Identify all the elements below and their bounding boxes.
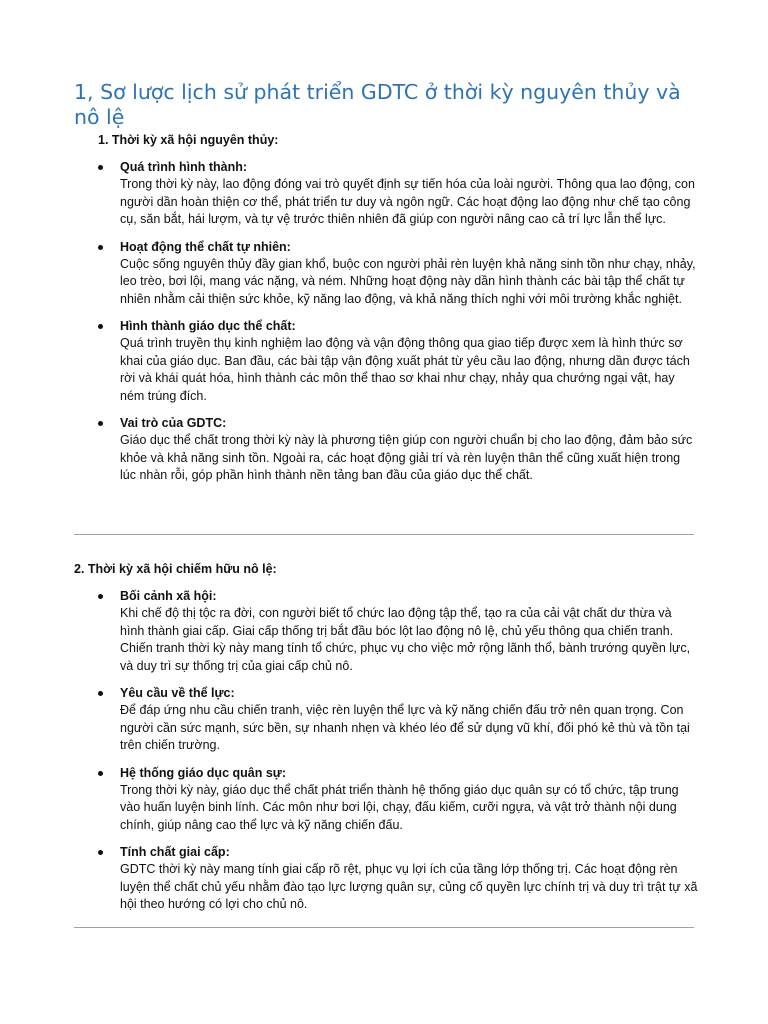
list-item (98, 415, 698, 485)
item-title: Tính chất giai cấp: (120, 845, 230, 859)
list-item (98, 765, 698, 835)
item-body: Để đáp ứng nhu cầu chiến tranh, việc rèn luyện thể lực và kỹ năng chiến đấu trở nên quan trọng. Con người cần sức mạnh, sức bền, sự nhanh nhẹn và khéo léo để sử dụng vũ khí, đối phó kẻ thù và tồn tại trên chiến trường. (120, 703, 690, 752)
list-item (98, 159, 698, 229)
divider (74, 534, 694, 535)
list-item (98, 588, 698, 675)
item-title: Bối cảnh xã hội: (120, 589, 217, 603)
item-body: Trong thời kỳ này, lao động đóng vai trò quyết định sự tiến hóa của loài người. Thông qua lao động, con người dần hoàn thiện cơ thể, phát triển tư duy và ngôn ngữ. Các hoạt động lao động như chế tạo công cụ, săn bắt, hái lượm, và tự vệ trước thiên nhiên đã giúp con người nâng cao cả trí lực lẫn thể lực. (120, 177, 695, 226)
item-title: Hình thành giáo dục thể chất: (120, 319, 296, 333)
item-title: Hệ thống giáo dục quân sự: (120, 765, 286, 780)
list-item (98, 685, 698, 755)
item-body: Khi chế độ thị tộc ra đời, con người biết tổ chức lao động tập thể, tạo ra của cải vật chất dư thừa và hình thành giai cấp. Giai cấp thống trị bắt đầu bóc lột lao động nô lệ, chủ yếu thông qua chiến tranh. Chiến tranh thời kỳ này mang tính tổ chức, phục vụ cho việc mở rộng lãnh thổ, bành trướng quyền lực, và duy trì sự thống trị của giai cấp chủ nô. (120, 606, 691, 673)
section-2-list (98, 588, 698, 924)
bullet-icon (98, 771, 103, 776)
item-body: GDTC thời kỳ này mang tính giai cấp rõ rệt, phục vụ lợi ích của tầng lớp thống trị. Các hoạt động rèn luyện thể chất chủ yếu nhằm đào tạo lực lượng quân sự, củng cố quyền lực chính trị và duy trì trật tự xã hội theo hướng có lợi cho chủ nô. (120, 862, 698, 911)
item-title: Quá trình hình thành: (120, 160, 248, 174)
bullet-icon (98, 594, 103, 599)
divider (74, 927, 694, 928)
bullet-icon (98, 691, 103, 696)
item-body: Trong thời kỳ này, giáo dục thể chất phát triển thành hệ thống giáo dục quân sự có tổ chức, tập trung vào huấn luyện binh lính. Các môn như bơi lội, chạy, đấu kiếm, cưỡi ngựa, và vật trở thành nội dung chính, giúp nâng cao thể lực và kỹ năng chiến đấu. (120, 782, 679, 832)
list-item (98, 318, 698, 405)
page-heading: 1, Sơ lược lịch sử phát triển GDTC ở thời kỳ nguyên thủy và nô lệ (74, 80, 681, 129)
item-body: Cuộc sống nguyên thủy đầy gian khổ, buộc con người phải rèn luyện khả năng sinh tồn như chạy, nhảy, leo trèo, bơi lội, mang vác nặng, và ném. Những hoạt động này dần hình thành các bài tập thể chất tự nhiên nhằm cải thiện sức khỏe, kỹ năng lao động, và khả năng thích nghi với môi trường khắc nghiệt. (120, 256, 696, 306)
bullet-icon (98, 245, 103, 250)
bullet-icon (98, 421, 103, 426)
item-body: Giáo dục thể chất trong thời kỳ này là phương tiện giúp con người chuẩn bị cho lao động, đảm bảo sức khỏe và khả năng sinh tồn. Ngoài ra, các hoạt động giải trí và rèn luyện thân thể cũng xuất hiện trong lúc nhàn rỗi, góp phần hình thành nền tảng ban đầu của giáo dục thể chất. (120, 433, 693, 482)
item-title: Hoạt động thể chất tự nhiên: (120, 239, 291, 254)
item-title: Yêu cầu về thể lực: (120, 686, 235, 700)
list-item (98, 239, 698, 309)
list-item (98, 844, 698, 914)
bullet-icon (98, 324, 103, 329)
section-2-title: 2. Thời kỳ xã hội chiếm hữu nô lệ: (74, 562, 277, 576)
item-body: Quá trình truyền thụ kinh nghiệm lao động và vận động thông qua giao tiếp được xem là hình thức sơ khai của giáo dục. Ban đầu, các bài tập vận động xuất phát từ yêu cầu lao động, nhưng dần được tách rời và khái quát hóa, hình thành các môn thể thao sơ khai như chạy, nhảy qua chướng ngại vật, hay ném trúng đích. (120, 336, 690, 403)
section-1-title: 1. Thời kỳ xã hội nguyên thủy: (98, 133, 279, 147)
section-1-list (98, 159, 698, 495)
item-title: Vai trò của GDTC: (120, 416, 227, 430)
bullet-icon (98, 850, 103, 855)
bullet-icon (98, 165, 103, 170)
